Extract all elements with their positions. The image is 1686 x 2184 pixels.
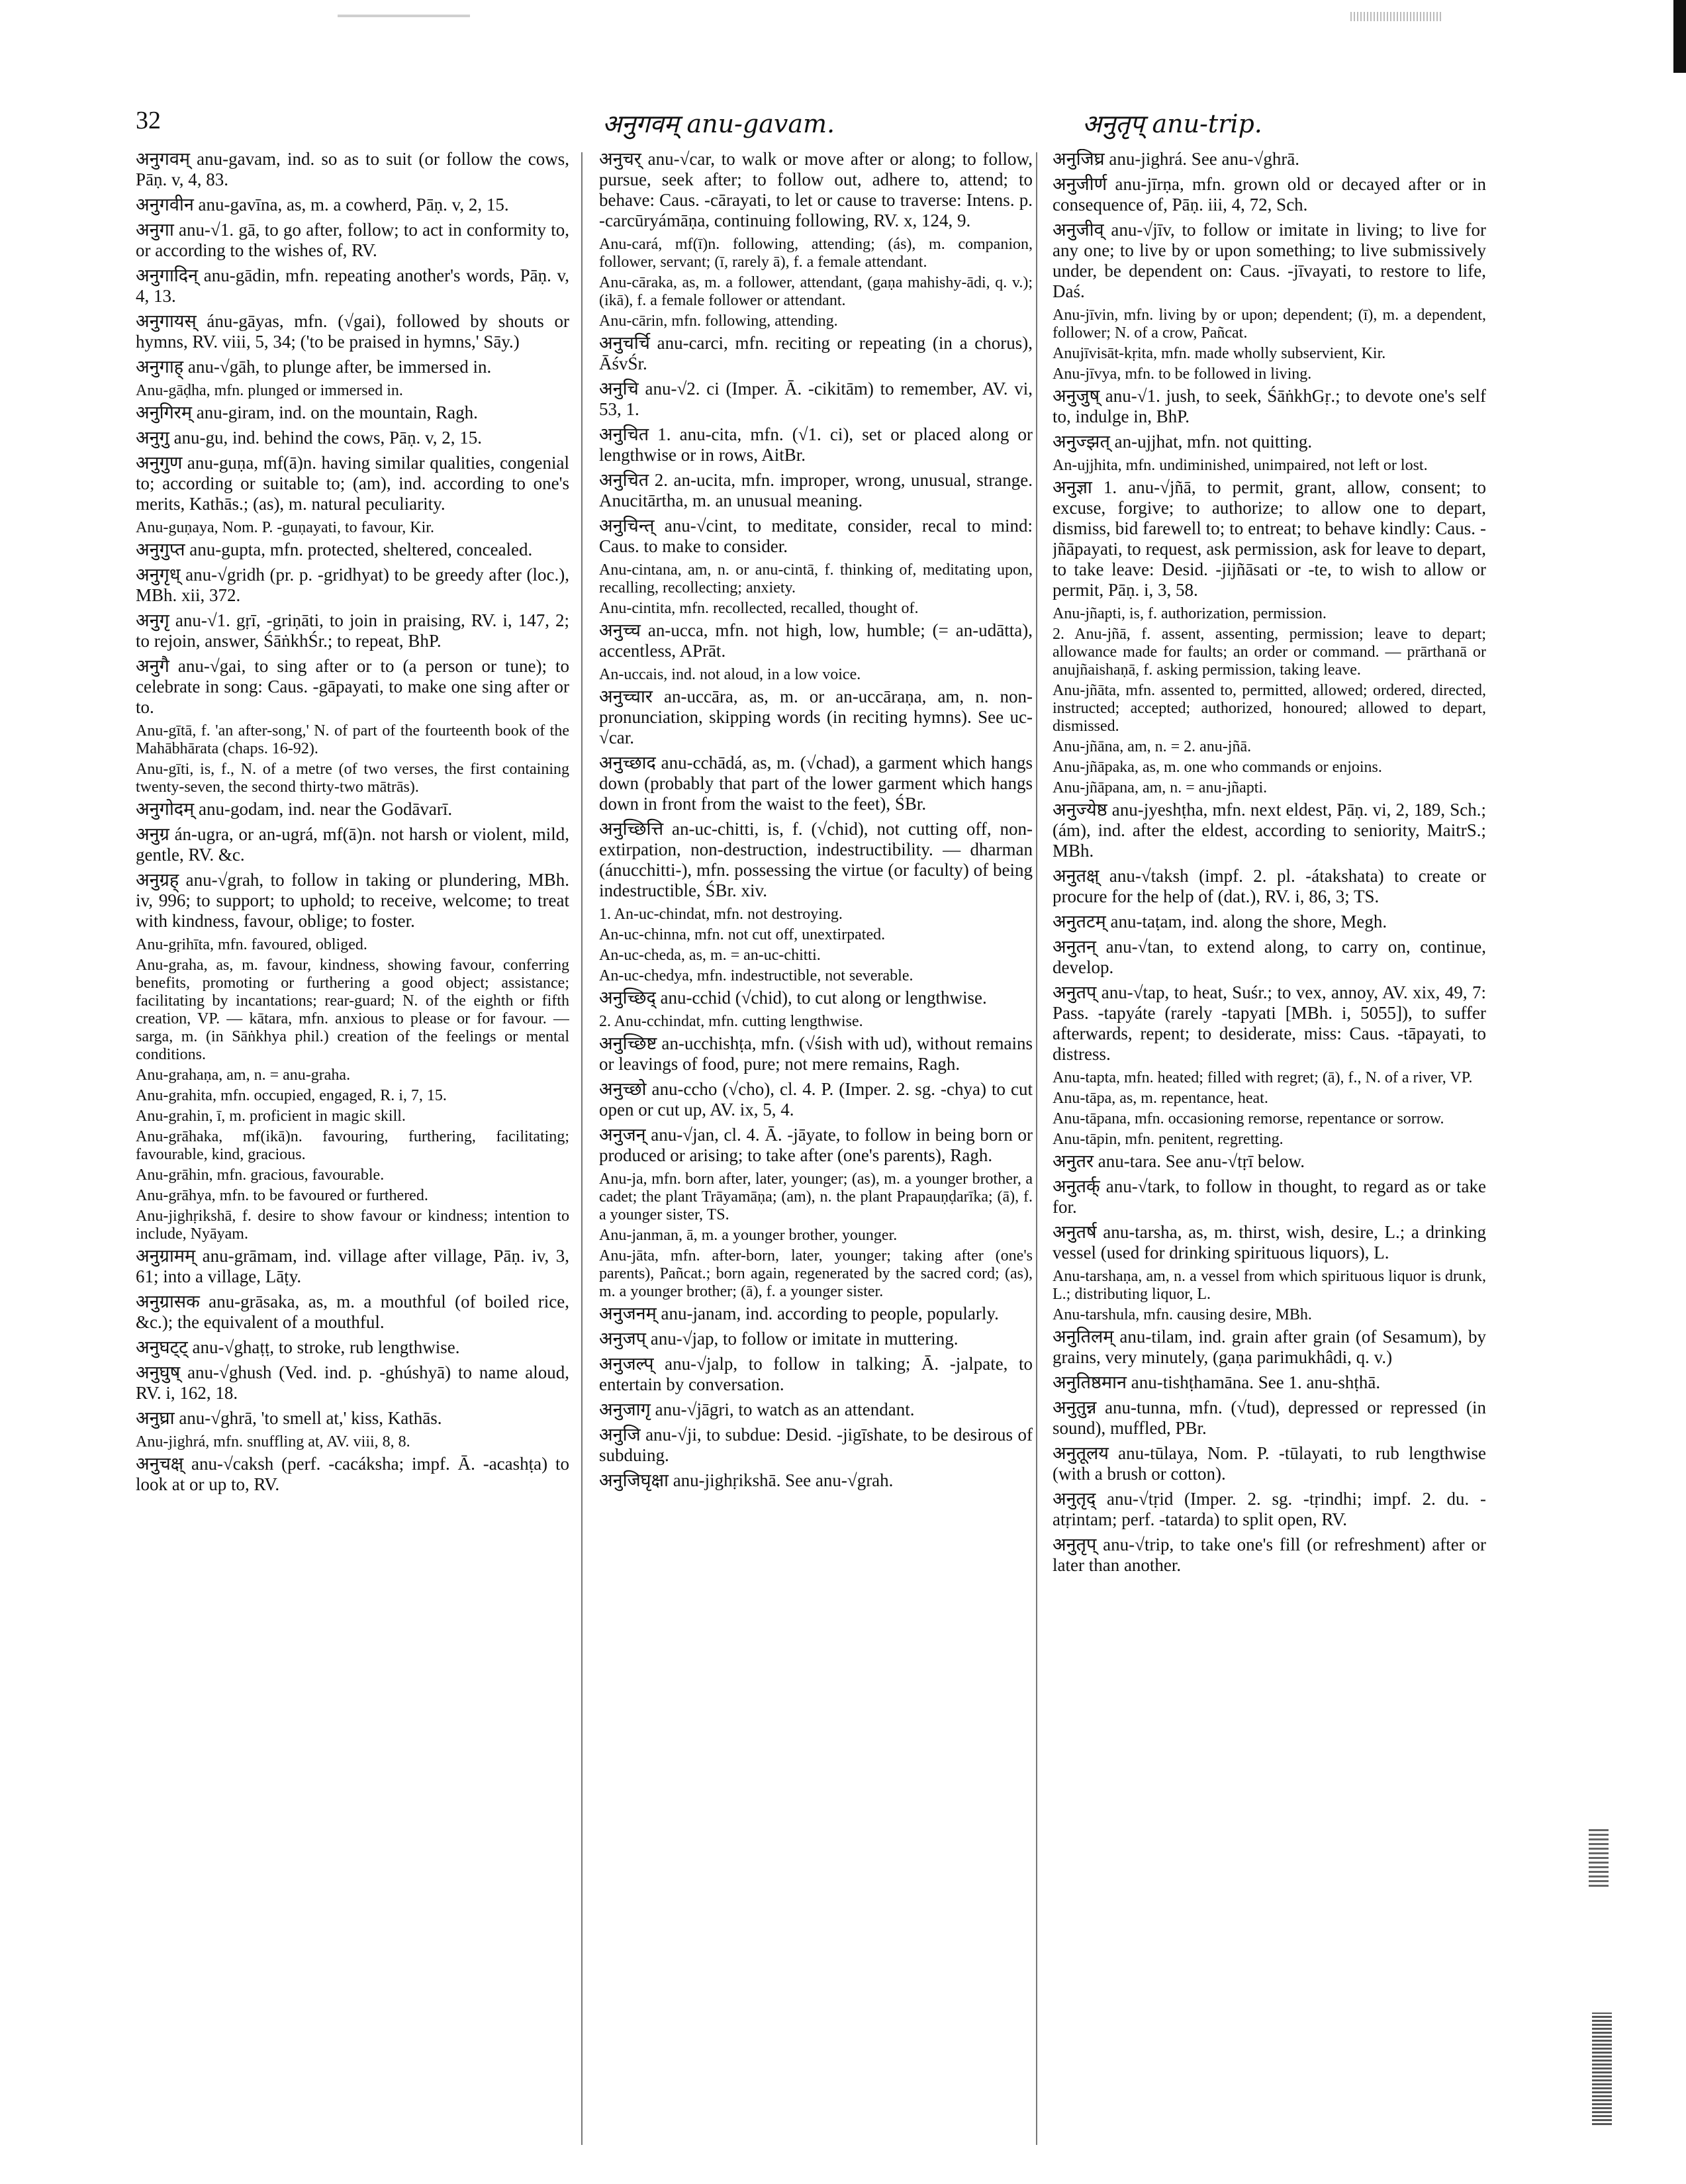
- dictionary-entry: अनुगै anu-√gai, to sing after or to (a person or tune); to celebrate in song: Caus. -gāpayati, to make one sing after or to.: [136, 656, 569, 717]
- dictionary-entry: अनुचक्ष् anu-√caksh (perf. -cacáksha; impf. Ā. -acashṭa) to look at or up to, RV.: [136, 1454, 569, 1494]
- dictionary-entry: अनुगृ anu-√1. gṛī, -griṇāti, to join in praising, RV. i, 147, 2; to rejoin, answer, ŚāṅkhŚr.; to repeat, BhP.: [136, 610, 569, 651]
- dictionary-entry: अनुगादिन् anu-gādin, mfn. repeating another's words, Pāṇ. v, 4, 13.: [136, 265, 569, 306]
- column-divider: [1036, 152, 1037, 2145]
- dictionary-subentry: Anu-cintita, mfn. recollected, recalled, thought of.: [599, 600, 919, 617]
- dictionary-entry: अनुतटम् anu-taṭam, ind. along the shore, Megh.: [1053, 912, 1387, 931]
- dictionary-entry: अनुजन् anu-√jan, cl. 4. Ā. -jāyate, to follow in being born or produced or arising; to take after (one's parents), Ragh.: [599, 1125, 1033, 1165]
- dictionary-subentry: Anu-jñāna, am, n. = 2. anu-jñā.: [1053, 738, 1252, 755]
- dictionary-entry: अनुजागृ anu-√jāgri, to watch as an attendant.: [599, 1400, 915, 1419]
- dictionary-subentry: Anu-gāḍha, mfn. plunged or immersed in.: [136, 382, 403, 399]
- dictionary-entry: अनुच्च an-ucca, mfn. not high, low, humble; (= an-udātta), accentless, APrāt.: [599, 620, 1033, 661]
- dictionary-subentry: Anu-grahaṇa, am, n. = anu-graha.: [136, 1067, 351, 1084]
- dictionary-entry: अनुघ्रा anu-√ghrā, 'to smell at,' kiss, Kathās.: [136, 1408, 442, 1428]
- dictionary-entry: अनुच्छिष्ट an-ucchishṭa, mfn. (√śish with ud), without remains or leavings of food, pure; not mere remains, Ragh.: [599, 1033, 1033, 1074]
- dictionary-subentry: Anu-jighrá, mfn. snuffling at, AV. viii, 8, 8.: [136, 1433, 410, 1450]
- dictionary-entry: अनुच्छाद anu-cchādá, as, m. (√chad), a garment which hangs down (probably that part of the lower garment which hangs down in front from the waist to the feet), ŚBr.: [599, 753, 1033, 814]
- dictionary-entry: अनुजल्प् anu-√jalp, to follow in talking; Ā. -jalpate, to entertain by conversation.: [599, 1354, 1033, 1394]
- dictionary-entry: अनुतर्ष anu-tarsha, as, m. thirst, wish, desire, L.; a drinking vessel (used for drinking spirituous liquors), L.: [1053, 1222, 1486, 1262]
- dictionary-subentry: Anu-gṛihīta, mfn. favoured, obliged.: [136, 936, 367, 953]
- dictionary-entry: अनुतूलय anu-tūlaya, Nom. P. -tūlayati, to rub lengthwise (with a brush or cotton).: [1053, 1443, 1486, 1484]
- column-3: [1053, 149, 1486, 2155]
- dictionary-entry: अनुगायस् ánu-gāyas, mfn. (√gai), followed by shouts or hymns, RV. viii, 5, 34; ('to be praised in hymns,' Sāy.): [136, 311, 569, 352]
- left-running-head: अनुगवम् anu-gavam.: [602, 109, 835, 138]
- dictionary-subentry: Anu-cará, mf(ī)n. following, attending; (ás), m. companion, follower, servant; (ī, rarely ā), f. a female attendant.: [599, 236, 1033, 271]
- dictionary-subentry: Anu-tarshaṇa, am, n. a vessel from which spirituous liquor is drunk, L.; distributing liquor, L.: [1053, 1268, 1486, 1303]
- dictionary-entry: अनुज्ञा 1. anu-√jñā, to permit, grant, allow, consent; to excuse, forgive; to authorize; to allow one to depart, dismiss, bid farewell to; to entreat; to behave kindly: Caus. -jñāpayati, to request, ask permission, ask for leave to depart, to take leave: Desid. -jijñāsati or -te, to wish to allow or permit, Pāṇ. i, 3, 58.: [1053, 477, 1486, 600]
- dictionary-entry: अनुघुष् anu-√ghush (Ved. ind. p. -ghúshyā) to name aloud, RV. i, 162, 18.: [136, 1362, 569, 1403]
- dictionary-subentry: Anu-janman, ā, m. a younger brother, younger.: [599, 1227, 898, 1244]
- dictionary-entry: अनुग्र án-ugra, or an-ugrá, mf(ā)n. not harsh or violent, mild, gentle, RV. &c.: [136, 824, 569, 865]
- dictionary-subentry: Anu-tapta, mfn. heated; filled with regret; (ā), f., N. of a river, VP.: [1053, 1069, 1473, 1086]
- dictionary-entry: अनुगिरम् anu-giram, ind. on the mountain, Ragh.: [136, 403, 478, 422]
- column-divider: [581, 152, 583, 2145]
- dictionary-entry: अनुजीव् anu-√jīv, to follow or imitate in living; to live for any one; to live by or upon something; to live submissively under, be dependent on: Caus. -jīvayati, to restore to life, Daś.: [1053, 220, 1486, 301]
- dictionary-subentry: Anu-tāpa, as, m. repentance, heat.: [1053, 1090, 1268, 1107]
- dictionary-entry: अनुग्रह् anu-√grah, to follow in taking or plundering, MBh. iv, 996; to support; to uphold; to receive, welcome; to treat with kindness, favour, oblige; to foster.: [136, 870, 569, 931]
- dictionary-entry: अनुगृध् anu-√gridh (pr. p. -gridhyat) to be greedy after (loc.), MBh. xii, 372.: [136, 565, 569, 605]
- dictionary-subentry: Anu-jñāpaka, as, m. one who commands or enjoins.: [1053, 759, 1382, 776]
- dictionary-entry: अनुगवीन anu-gavīna, as, m. a cowherd, Pāṇ. v, 2, 15.: [136, 195, 509, 214]
- dictionary-entry: अनुतर anu-tara. See anu-√tṛī below.: [1053, 1151, 1305, 1171]
- dictionary-subentry: Anu-jīvya, mfn. to be followed in living.: [1053, 365, 1312, 383]
- page-number: 32: [136, 107, 161, 134]
- dictionary-entry: अनुतप् anu-√tap, to heat, Suśr.; to vex, annoy, AV. xix, 49, 7: Pass. -tapyáte (rarely -tapyati [MBh. i, 5055]), to suffer afterwards, repent; to desiderate, miss: Caus. -tāpayati, to distress.: [1053, 982, 1486, 1064]
- dictionary-entry: अनुतृद् anu-√tṛid (Imper. 2. sg. -tṛindhi; impf. 2. du. -atṛintam; perf. -tatarda) to split open, RV.: [1053, 1489, 1486, 1529]
- column-1: [136, 149, 569, 2155]
- dictionary-entry: अनुचित 1. anu-cita, mfn. (√1. ci), set or placed along or lengthwise or in rows, AitBr.: [599, 424, 1033, 465]
- dictionary-subentry: Anu-gīti, is, f., N. of a metre (of two verses, the first containing twenty-seven, the second thirty-two mātrās).: [136, 761, 569, 796]
- dictionary-subentry: Anu-tāpin, mfn. penitent, regretting.: [1053, 1131, 1284, 1148]
- dictionary-subentry: Anu-jighṛikshā, f. desire to show favour or kindness; intention to include, Nyāyam.: [136, 1208, 569, 1243]
- dictionary-subentry: 2. Anu-cchindat, mfn. cutting lengthwise.: [599, 1013, 863, 1030]
- dictionary-entry: अनुगोदम् anu-godam, ind. near the Godāvarī.: [136, 799, 453, 819]
- dictionary-entry: अनुजि anu-√ji, to subdue: Desid. -jigīshate, to be desirous of subduing.: [599, 1425, 1033, 1465]
- dictionary-subentry: Anu-cārin, mfn. following, attending.: [599, 312, 838, 330]
- dictionary-entry: अनुजीर्ण anu-jīrṇa, mfn. grown old or decayed after or in consequence of, Pāṇ. iii, 4, 72, Sch.: [1053, 174, 1486, 214]
- dictionary-entry: अनुतृप् anu-√trip, to take one's fill (or refreshment) after or later than another.: [1053, 1535, 1486, 1575]
- dictionary-entry: अनुगुण anu-guṇa, mf(ā)n. having similar qualities, congenial to; according or suitable to; (am), ind. according to one's merits, Kathās.; (as), m. natural peculiarity.: [136, 453, 569, 514]
- dictionary-entry: अनुजप् anu-√jap, to follow or imitate in muttering.: [599, 1329, 959, 1349]
- dictionary-entry: अनुजुष् anu-√1. jush, to seek, ŚāṅkhGṛ.; to devote one's self to, indulge in, BhP.: [1053, 386, 1486, 426]
- column-2: [599, 149, 1033, 2155]
- dictionary-entry: अनुतिलम् anu-tilam, ind. grain after grain (of Sesamum), by grains, very minutely, (gaṇa parimukhâdi, q. v.): [1053, 1327, 1486, 1367]
- scan-edge: [1673, 0, 1686, 73]
- dictionary-entry: अनुगु anu-gu, ind. behind the cows, Pāṇ. v, 2, 15.: [136, 428, 482, 448]
- dictionary-entry: अनुगवम् anu-gavam, ind. so as to suit (or follow the cows, Pāṇ. v, 4, 83.: [136, 149, 569, 189]
- dictionary-entry: अनुच्छो anu-ccho (√cho), cl. 4. P. (Imper. 2. sg. -chya) to cut open or cut up, AV. ix, 5, 4.: [599, 1079, 1033, 1119]
- scan-artifact: [338, 15, 470, 17]
- dictionary-entry: अनुग्रासक anu-grāsaka, as, m. a mouthful (of boiled rice, &c.); the equivalent of a mouthful.: [136, 1292, 569, 1332]
- dictionary-subentry: 1. An-uc-chindat, mfn. not destroying.: [599, 906, 843, 923]
- dictionary-entry: अनुतर्क् anu-√tark, to follow in thought, to regard as or take for.: [1053, 1176, 1486, 1217]
- dictionary-entry: अनुचर्चि anu-carci, mfn. reciting or repeating (in a chorus), ĀśvŚr.: [599, 333, 1033, 373]
- dictionary-entry: अनुगा anu-√1. gā, to go after, follow; to act in conformity to, or according to the wishes of, RV.: [136, 220, 569, 260]
- page-header: [136, 99, 1585, 146]
- dictionary-subentry: Anu-cāraka, as, m. a follower, attendant, (gaṇa mahishy-ādi, q. v.); (ikā), f. a female follower or attendant.: [599, 274, 1033, 309]
- scan-artifact: [1350, 12, 1443, 21]
- dictionary-entry: अनुगुप्त anu-gupta, mfn. protected, sheltered, concealed.: [136, 540, 533, 559]
- dictionary-subentry: Anu-jñāta, mfn. assented to, permitted, allowed; ordered, directed, instructed; accepted; authorized, honoured; allowed to depart, dismissed.: [1053, 682, 1486, 735]
- dictionary-entry: अनुतिष्ठमान anu-tishṭhamāna. See 1. anu-shṭhā.: [1053, 1372, 1381, 1392]
- dictionary-subentry: Anu-grāhaka, mf(ikā)n. favouring, furthering, facilitating; favourable, kind, gracious.: [136, 1128, 569, 1163]
- dictionary-subentry: Anu-cintana, am, n. or anu-cintā, f. thinking of, meditating upon, recalling, recollecting; anxiety.: [599, 561, 1033, 596]
- dictionary-subentry: An-uc-chinna, mfn. not cut off, unextirpated.: [599, 926, 886, 943]
- dictionary-entry: अनुज्झत् an-ujjhat, mfn. not quitting.: [1053, 432, 1313, 451]
- dictionary-subentry: Anujīvisāt-kṛita, mfn. made wholly subservient, Kir.: [1053, 345, 1386, 362]
- dictionary-entry: अनुच्छिद् anu-cchid (√chid), to cut along or lengthwise.: [599, 988, 987, 1008]
- dictionary-entry: अनुगाह् anu-√gāh, to plunge after, be immersed in.: [136, 357, 492, 377]
- dictionary-entry: अनुच्चार an-uccāra, as, m. or an-uccāraṇa, am, n. non-pronunciation, skipping words (in reciting hymns). See uc-√car.: [599, 687, 1033, 747]
- dictionary-entry: अनुग्रामम् anu-grāmam, ind. village after village, Pāṇ. iv, 3, 61; into a village, Lāṭy.: [136, 1246, 569, 1286]
- dictionary-subentry: Anu-guṇaya, Nom. P. -guṇayati, to favour, Kir.: [136, 519, 434, 536]
- dictionary-entry: अनुच्छित्ति an-uc-chitti, is, f. (√chid), not cutting off, non-extirpation, non-destruction, indestructibility. — dharman (ánucchitti-), mfn. possessing the virtue (or faculty) of being indestructible, ŚBr. xiv.: [599, 819, 1033, 900]
- dictionary-entry: अनुचर् anu-√car, to walk or move after or along; to follow, pursue, seek after; to follow out, adhere to, attend; to behave: Caus. -cārayati, to let or cause to traverse: Intens. p. -carcūryámāṇa, continuing following, RV. x, 124, 9.: [599, 149, 1033, 230]
- dictionary-entry: अनुतक्ष् anu-√taksh (impf. 2. pl. -átakshata) to create or procure for the help of (dat.), RV. i, 86, 3; TS.: [1053, 866, 1486, 906]
- dictionary-subentry: An-uc-chedya, mfn. indestructible, not severable.: [599, 967, 913, 984]
- dictionary-subentry: Anu-jāta, mfn. after-born, later, younger; taking after (one's parents), Pañcat.; born again, regenerated by the sacred cord; (as), m. a younger brother; (ā), f. a younger sister.: [599, 1247, 1033, 1300]
- dictionary-entry: अनुचि anu-√2. ci (Imper. Ā. -cikitām) to remember, AV. vi, 53, 1.: [599, 379, 1033, 419]
- dictionary-subentry: Anu-grāhin, mfn. gracious, favourable.: [136, 1166, 385, 1184]
- dictionary-subentry: Anu-tarshula, mfn. causing desire, MBh.: [1053, 1306, 1312, 1323]
- scan-artifact: [1589, 1827, 1609, 1887]
- dictionary-entry: अनुजिघ्र anu-jighrá. See anu-√ghrā.: [1053, 149, 1300, 169]
- dictionary-subentry: Anu-ja, mfn. born after, later, younger; (as), m. a younger brother, a cadet; the plant Trāyamāṇa; (am), n. the plant Prapauṇḍarīka; (ā), f. a younger sister, TS.: [599, 1170, 1033, 1223]
- dictionary-subentry: An-uc-cheda, as, m. = an-uc-chitti.: [599, 947, 821, 964]
- dictionary-entry: अनुघट्ट् anu-√ghaṭṭ, to stroke, rub lengthwise.: [136, 1337, 460, 1357]
- dictionary-entry: अनुजनम् anu-janam, ind. according to people, popularly.: [599, 1304, 999, 1323]
- dictionary-subentry: An-ujjhita, mfn. undiminished, unimpaired, not left or lost.: [1053, 457, 1428, 474]
- dictionary-subentry: Anu-gītā, f. 'an after-song,' N. of part of the fourteenth book of the Mahābhārata (chaps. 16-92).: [136, 722, 569, 757]
- dictionary-subentry: Anu-jñāpana, am, n. = anu-jñapti.: [1053, 779, 1268, 796]
- dictionary-subentry: Anu-grahita, mfn. occupied, engaged, R. i, 7, 15.: [136, 1087, 447, 1104]
- dictionary-subentry: An-uccais, ind. not aloud, in a low voice.: [599, 666, 861, 683]
- dictionary-entry: अनुजिघृक्षा anu-jighṛikshā. See anu-√grah.: [599, 1470, 894, 1490]
- dictionary-entry: अनुचिन्त् anu-√cint, to meditate, consider, recal to mind: Caus. to make to consider.: [599, 516, 1033, 556]
- dictionary-subentry: Anu-grahin, ī, m. proficient in magic skill.: [136, 1108, 406, 1125]
- scan-artifact: [1592, 2013, 1612, 2125]
- right-running-head: अनुतृप् anu-trip.: [1082, 109, 1262, 138]
- dictionary-subentry: Anu-grāhya, mfn. to be favoured or furthered.: [136, 1187, 428, 1204]
- dictionary-entry: अनुज्येष्ठ anu-jyeshṭha, mfn. next eldest, Pāṇ. vi, 2, 189, Sch.; (ám), ind. after the eldest, according to seniority, MaitrS.; MBh.: [1053, 800, 1486, 861]
- dictionary-subentry: 2. Anu-jñā, f. assent, assenting, permission; leave to depart; allowance made for faults; an order or command. — prārthanā or anujñaishaṇā, f. asking permission, taking leave.: [1053, 626, 1486, 679]
- dictionary-subentry: Anu-jīvin, mfn. living by or upon; dependent; (ī), m. a dependent, follower; N. of a crow, Pañcat.: [1053, 307, 1486, 342]
- dictionary-entry: अनुचित 2. an-ucita, mfn. improper, wrong, unusual, strange. Anucitārtha, m. an unusual meaning.: [599, 470, 1033, 510]
- dictionary-subentry: Anu-graha, as, m. favour, kindness, showing favour, conferring benefits, promoting or furthering a good object; assistance; facilitating by incantations; rear-guard; N. of the eighth or fifth creation, VP. — kātara, mfn. anxious to please or for favour. — sarga, m. (in Sāṅkhya phil.) creation of the feelings or mental conditions.: [136, 957, 569, 1063]
- dictionary-subentry: Anu-tāpana, mfn. occasioning remorse, repentance or sorrow.: [1053, 1110, 1444, 1127]
- dictionary-entry: अनुतुन्न anu-tunna, mfn. (√tud), depressed or repressed (in sound), muffled, PBr.: [1053, 1398, 1486, 1438]
- dictionary-entry: अनुतन् anu-√tan, to extend along, to carry on, continue, develop.: [1053, 937, 1486, 977]
- dictionary-subentry: Anu-jñapti, is, f. authorization, permission.: [1053, 605, 1327, 622]
